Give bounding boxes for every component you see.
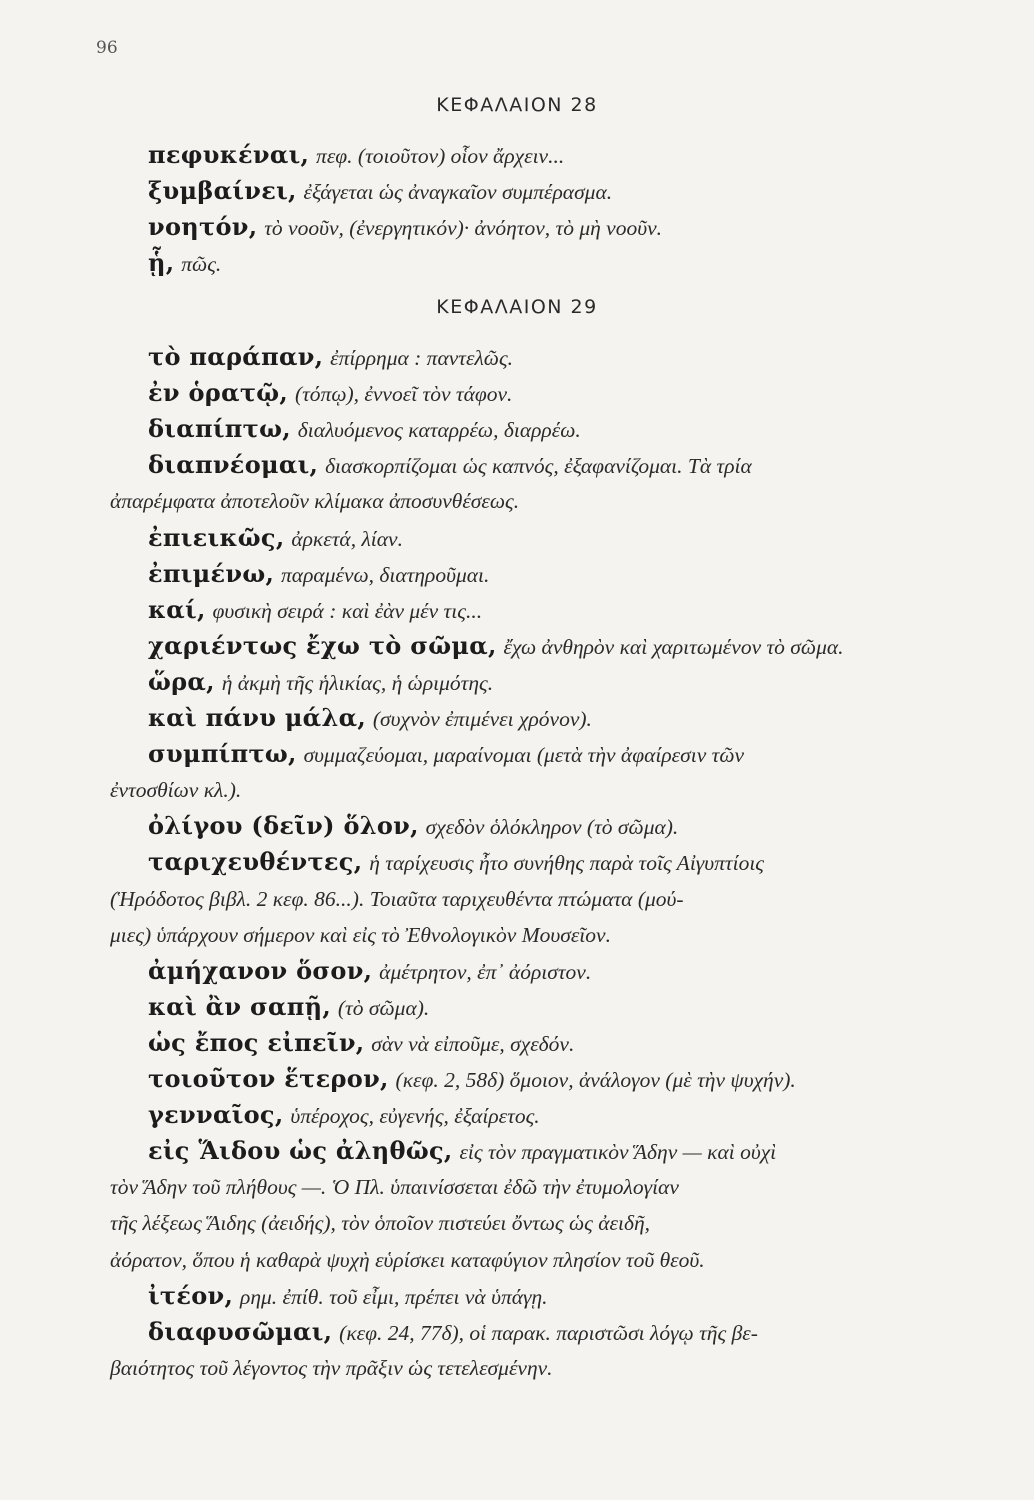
glossary-entry [148,811,938,843]
entry-gloss: (Ἡρόδοτος βιβλ. 2 κεφ. 86...). Τοιαῦτα ταριχευθέντα πτώματα (μού- [110,886,684,911]
entry-continuation-line [110,1353,900,1384]
entry-gloss: ὑπέροχος, εὐγενής, ἐξαίρετος. [290,1104,540,1129]
entry-continuation-line [110,486,900,517]
entry-gloss: εἰς τὸν πραγματικὸν Ἅδην — καὶ οὐχὶ [459,1140,777,1165]
entry-gloss: συμμαζεύομαι, μαραίνομαι (μετὰ τὴν ἀφαίρεσιν τῶν [303,743,745,768]
glossary-entry [148,212,938,244]
entry-headword: ἰτέον, [148,1280,234,1310]
entry-headword: νοητόν, [148,212,258,241]
glossary-entry [148,847,938,879]
entry-gloss: φυσικὴ σειρά : καὶ ἐὰν μέν τις... [212,598,483,623]
entry-gloss: διαλυόμενος καταρρέω, διαρρέω. [297,418,581,443]
entry-gloss: σχεδὸν ὁλόκληρον (τὸ σῶμα). [425,815,679,840]
entry-headword: καί, [148,594,206,624]
entry-gloss: (τὸ σῶμα). [337,995,430,1020]
glossary-entry [148,342,938,374]
glossary-entry [148,559,938,591]
entry-headword: διαπνέομαι, [148,450,319,480]
glossary-entry [148,1064,938,1096]
entry-gloss: πῶς. [181,252,222,276]
entry-gloss: ρημ. ἐπίθ. τοῦ εἶμι, πρέπει νὰ ὑπάγῃ. [240,1284,548,1309]
entry-continuation-line [110,1245,900,1276]
entry-continuation-line [110,1172,900,1203]
entry-headword: ᾗ, [148,248,175,277]
entry-headword: ἐπιεικῶς, [148,522,285,552]
page-number: 96 [96,38,118,58]
entry-continuation-line [110,775,900,806]
entry-gloss: βαιότητος τοῦ λέγοντος τὴν πρᾶξιν ὡς τετελεσμένην. [110,1355,553,1380]
entry-gloss: τὸν Ἅδην τοῦ πλήθους —. Ὁ Πλ. ὑπαινίσσεται ἐδῶ τὴν ἐτυμολογίαν [110,1175,679,1200]
glossary-entry [148,667,938,699]
glossary-entry [148,703,938,735]
glossary-entry [148,739,938,771]
glossary-entry [148,378,938,410]
entry-headword: ξυμβαίνει, [148,176,297,205]
entry-continuation-line [110,884,900,915]
glossary-entry [148,595,938,627]
entry-gloss: ἡ ταρίχευσις ἦτο συνήθης παρὰ τοῖς Αἰγυπτίοις [369,851,765,876]
chapter-29-heading: ΚΕΦΑΛΑΙΟΝ 29 [436,296,598,318]
entry-headword: γενναῖος, [148,1100,284,1130]
glossary-entry [148,631,938,663]
glossary-entry [148,248,938,280]
entry-headword: χαριέντως ἔχω τὸ σῶμα, [148,630,497,660]
entry-headword: πεφυκέναι, [148,140,310,169]
entry-gloss: ἀπαρέμφατα ἀποτελοῦν κλίμακα ἀποσυνθέσεως. [110,489,520,514]
entry-headword: τὸ παράπαν, [148,342,324,371]
entry-continuation-line [110,1208,900,1239]
entry-continuation-line [110,920,900,951]
glossary-entry [148,414,938,446]
entry-gloss: ἐπίρρημα : παντελῶς. [330,346,514,370]
entry-gloss: (τόπῳ), ἐννοεῖ τὸν τάφον. [294,382,513,407]
entry-gloss: σὰν νὰ εἰποῦμε, σχεδόν. [371,1031,575,1056]
entry-gloss: (κεφ. 24, 77δ), οἱ παρακ. παριστῶσι λόγῳ τῆς βε- [339,1320,758,1345]
entry-headword: διαπίπτω, [148,414,291,444]
entry-gloss: (συχνὸν ἐπιμένει χρόνον). [372,707,592,731]
entry-gloss: ἀρκετά, λίαν. [291,526,403,551]
entry-gloss: ἡ ἀκμὴ τῆς ἡλικίας, ἡ ὡριμότης. [221,670,494,695]
entry-headword: εἰς Ἅιδου ὡς ἀληθῶς, [148,1136,453,1166]
entry-headword: καὶ πάνυ μάλα, [148,703,367,732]
glossary-entry [148,1100,938,1132]
entry-headword: ἐν ὁρατῷ, [148,378,289,408]
entry-gloss: ἀόρατον, ὅπου ἡ καθαρὰ ψυχὴ εὑρίσκει καταφύγιον πλησίον τοῦ θεοῦ. [110,1247,705,1272]
entry-headword: συμπίπτω, [148,739,297,769]
entry-headword: ὡς ἔπος εἰπεῖν, [148,1027,365,1057]
entry-gloss: ἐντοσθίων κλ.). [110,778,242,803]
glossary-entry [148,140,938,172]
glossary-entry [148,523,938,555]
glossary-entry [148,956,938,988]
glossary-entry [148,176,938,208]
glossary-entry [148,1317,938,1349]
entry-headword: ὥρα, [148,666,215,696]
entry-gloss: τῆς λέξεως Ἅιδης (ἀειδής), τὸν ὁποῖον πιστεύει ὄντως ὡς ἀειδῆ, [110,1211,651,1236]
entry-headword: ἀμήχανον ὅσον, [148,955,373,985]
glossary-entry [148,992,938,1024]
glossary-entry [148,1281,938,1313]
entry-headword: ὀλίγου (δεῖν) ὅλον, [148,811,419,841]
entry-headword: ἐπιμένω, [148,558,275,588]
glossary-entry [148,450,938,482]
entry-gloss: τὸ νοοῦν, (ἐνεργητικόν)· ἀνόητον, τὸ μὴ νοοῦν. [264,216,663,240]
glossary-entry [148,1136,938,1168]
entry-gloss: ἔχω ἀνθηρὸν καὶ χαριτωμένον τὸ σῶμα. [503,634,844,659]
entry-headword: καὶ ἂν σαπῇ, [148,991,332,1021]
chapter-28-heading: ΚΕΦΑΛΑΙΟΝ 28 [436,94,598,116]
entry-gloss: ἀμέτρητον, ἐπ᾽ ἀόριστον. [379,959,592,984]
entry-headword: ταριχευθέντες, [148,847,363,877]
entry-headword: διαφυσῶμαι, [148,1316,333,1346]
entry-gloss: διασκορπίζομαι ὡς καπνός, ἐξαφανίζομαι. Τὰ τρία [325,454,752,479]
entry-gloss: ἐξάγεται ὡς ἀναγκαῖον συμπέρασμα. [303,180,613,204]
entry-gloss: μιες) ὑπάρχουν σήμερον καὶ εἰς τὸ Ἐθνολογικὸν Μουσεῖον. [110,922,611,947]
entry-gloss: (κεφ. 2, 58δ) ὅμοιον, ἀνάλογον (μὲ τὴν ψυχήν). [395,1068,796,1092]
entry-gloss: πεφ. (τοιοῦτον) οἷον ἄρχειν... [316,144,565,168]
entry-headword: τοιοῦτον ἕτερον, [148,1064,389,1093]
glossary-entry [148,1028,938,1060]
entry-gloss: παραμένω, διατηροῦμαι. [281,562,490,587]
